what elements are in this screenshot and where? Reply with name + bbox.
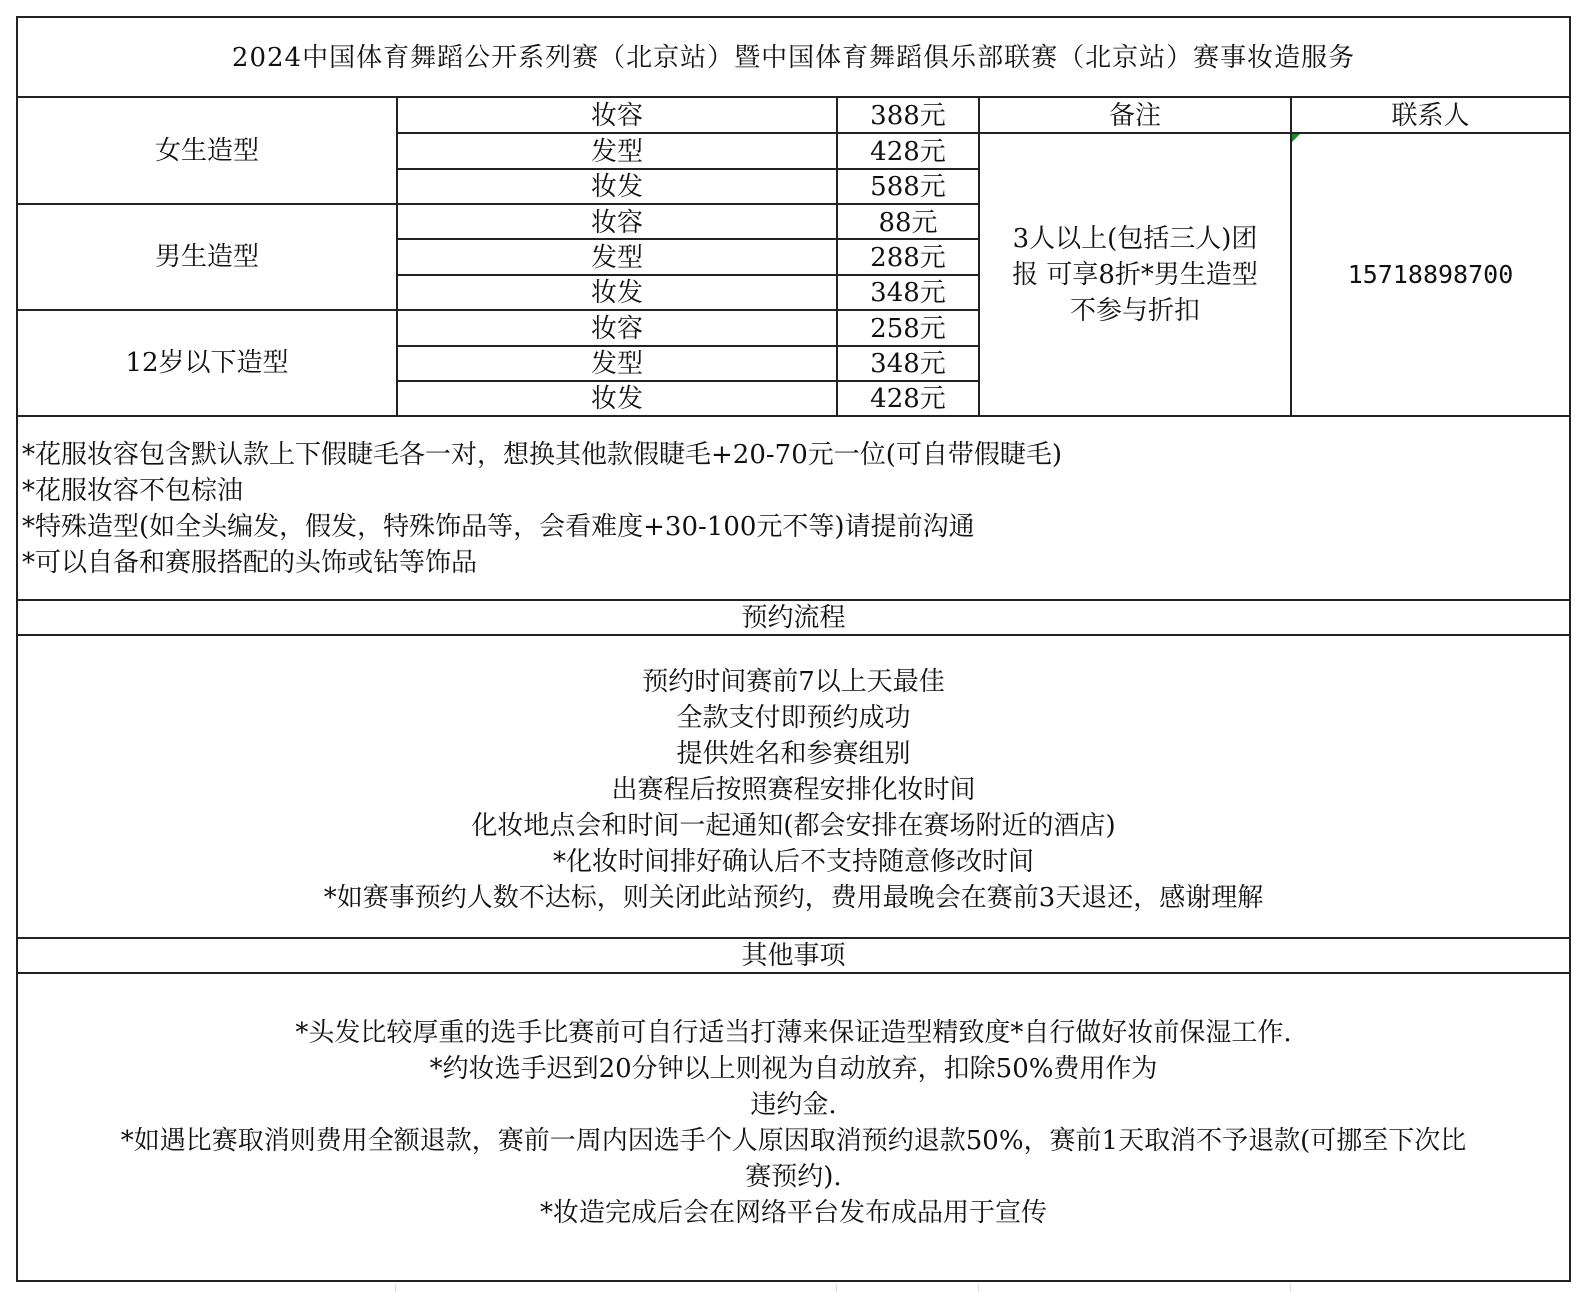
booking-step: *化妆时间排好确认后不支持随意修改时间 — [552, 847, 1034, 877]
note-item: *花服妆容包含默认款上下假睫毛各一对，想换其他款假睫毛+20-70元一位(可自带假睫毛) — [22, 440, 1063, 470]
group-label-under-12: 12岁以下造型 — [125, 348, 289, 378]
price-value: 88元 — [878, 207, 938, 238]
group-label-female: 女生造型 — [154, 136, 259, 166]
note-item: *特殊造型(如全头编发，假发，特殊饰品等，会看难度+30-100元不等)请提前沟通 — [22, 512, 975, 542]
price-value: 258元 — [870, 313, 946, 344]
notes-list — [22, 437, 1062, 581]
service-name: 妆发 — [590, 277, 643, 308]
header-remark: 备注 — [1108, 100, 1161, 131]
service-name: 妆发 — [590, 171, 643, 202]
group-discount-remark — [980, 134, 1290, 416]
booking-step: 出赛程后按照赛程安排化妆时间 — [611, 775, 976, 805]
other-item: *约妆选手迟到20分钟以上则视为自动放弃，扣除50%费用作为 — [429, 1054, 1158, 1084]
price-value: 428元 — [870, 384, 946, 414]
note-item: *可以自备和赛服搭配的头饰或钻等饰品 — [22, 548, 478, 578]
service-name: 妆容 — [590, 207, 643, 238]
service-name: 发型 — [590, 348, 643, 379]
other-item: *妆造完成后会在网络平台发布成品用于宣传 — [539, 1198, 1047, 1228]
booking-heading: 预约流程 — [741, 603, 846, 633]
booking-step: 化妆地点会和时间一起通知(都会安排在赛场附近的酒店) — [471, 811, 1116, 841]
grid-line — [1290, 1284, 1291, 1292]
booking-step: 提供姓名和参赛组别 — [676, 739, 911, 769]
service-name: 妆容 — [590, 100, 643, 131]
other-heading: 其他事项 — [741, 941, 846, 971]
price-value: 388元 — [870, 100, 946, 131]
remark-line: 不参与折扣 — [1069, 296, 1200, 326]
other-item: *头发比较厚重的选手比赛前可自行适当打薄来保证造型精致度*自行做好妆前保湿工作. — [295, 1018, 1292, 1048]
price-value: 428元 — [870, 136, 946, 167]
other-item: *如遇比赛取消则费用全额退款，赛前一周内因选手个人原因取消预约退款50%，赛前1天取消不予退款(可挪至下次比 — [120, 1126, 1467, 1156]
booking-steps — [18, 664, 1569, 916]
booking-step: *如赛事预约人数不达标，则关闭此站预约，费用最晚会在赛前3天退还，感谢理解 — [323, 883, 1264, 913]
grid-line — [836, 1284, 837, 1292]
price-value: 288元 — [870, 242, 946, 273]
other-item: 违约金. — [750, 1090, 837, 1120]
page-title: 2024中国体育舞蹈公开系列赛（北京站）暨中国体育舞蹈俱乐部联赛（北京站）赛事妆造服务 — [231, 43, 1356, 73]
service-name: 妆发 — [590, 384, 643, 414]
grid-line — [978, 1284, 979, 1292]
header-contact: 联系人 — [1391, 100, 1470, 131]
note-item: *花服妆容不包棕油 — [22, 476, 244, 506]
booking-step: 预约时间赛前7以上天最佳 — [642, 667, 945, 697]
grid-line — [395, 1284, 396, 1292]
remark-line: 3人以上(包括三人)团 — [1012, 224, 1258, 254]
contact-phone: 15718898700 — [1347, 260, 1514, 289]
pricing-sheet — [16, 16, 1571, 1282]
booking-step: 全款支付即预约成功 — [676, 703, 911, 733]
other-items — [18, 1015, 1569, 1231]
group-label-male: 男生造型 — [154, 242, 259, 272]
service-name: 发型 — [590, 242, 643, 273]
price-value: 348元 — [870, 348, 946, 379]
other-item: 赛预约). — [745, 1162, 842, 1192]
price-value: 588元 — [870, 171, 946, 202]
service-name: 发型 — [590, 136, 643, 167]
price-value: 348元 — [870, 277, 946, 308]
service-name: 妆容 — [590, 313, 643, 344]
remark-line: 报 可享8折*男生造型 — [1012, 260, 1258, 290]
